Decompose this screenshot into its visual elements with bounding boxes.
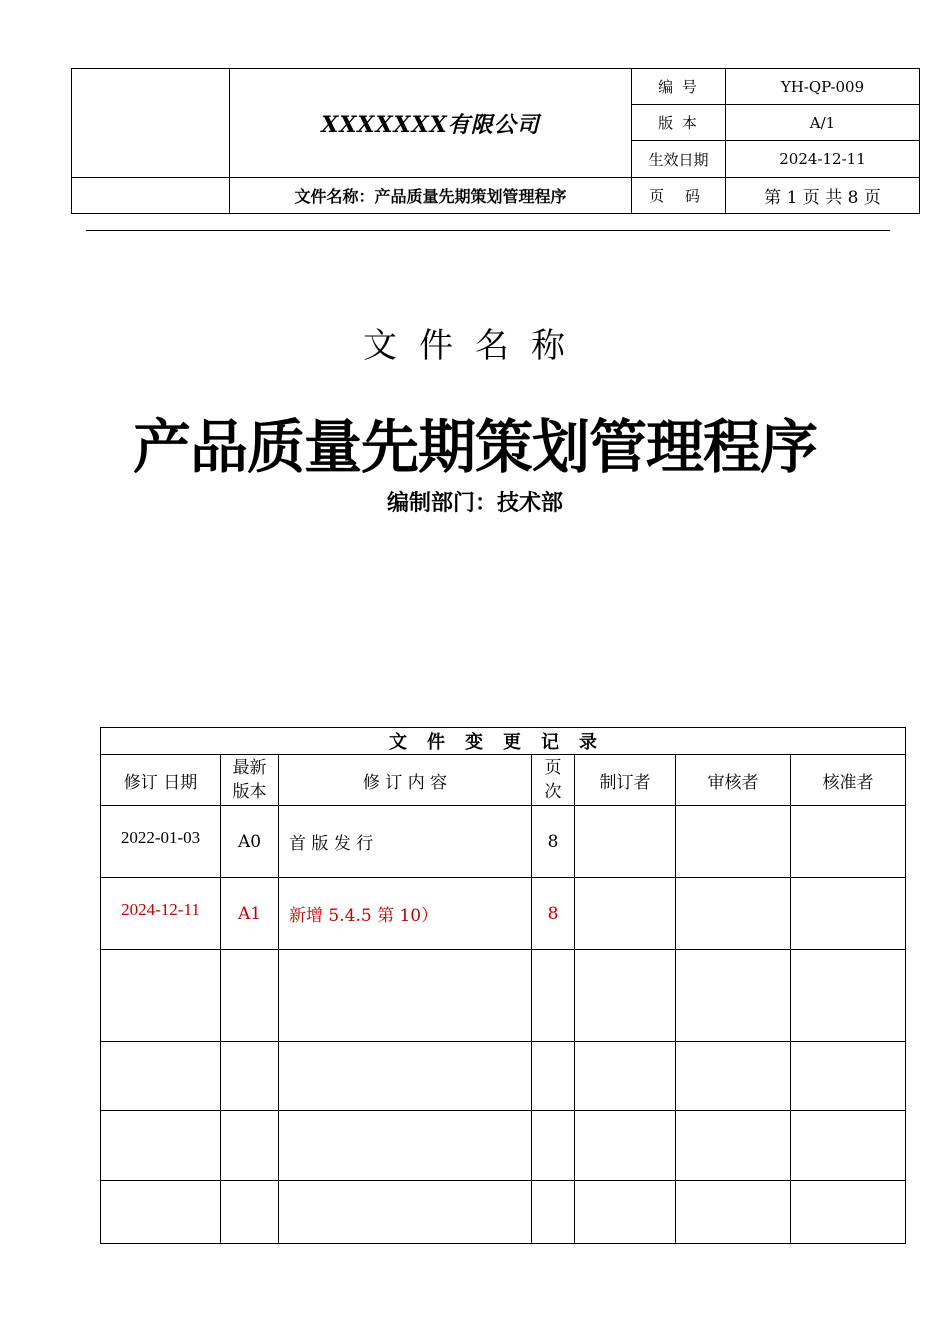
company-name: XXXXXXX有限公司 bbox=[230, 69, 632, 178]
row-date: 2022-01-03 bbox=[101, 806, 221, 878]
document-title: 产品质量先期策划管理程序 bbox=[132, 413, 817, 481]
row-date bbox=[101, 1181, 221, 1244]
row-content bbox=[279, 950, 532, 1042]
col-header-pages: 页 次 bbox=[532, 755, 575, 806]
document-name: 文件名称：产品质量先期策划管理程序 bbox=[230, 178, 632, 214]
row-pages: 8 bbox=[532, 806, 575, 878]
table-row bbox=[101, 1042, 906, 1111]
row-drafter bbox=[575, 878, 676, 950]
row-reviewer bbox=[676, 1181, 791, 1244]
row-pages bbox=[532, 1111, 575, 1181]
row-version: A1 bbox=[221, 878, 279, 950]
field-label-number: 编 号 bbox=[632, 69, 726, 105]
col-header-date: 修订 日期 bbox=[101, 755, 221, 806]
row-approver bbox=[791, 950, 906, 1042]
row-reviewer bbox=[676, 950, 791, 1042]
row-content bbox=[279, 1181, 532, 1244]
row-approver bbox=[791, 878, 906, 950]
row-version bbox=[221, 950, 279, 1042]
logo-cell bbox=[72, 69, 230, 178]
field-value-version: A/1 bbox=[726, 105, 920, 141]
field-label-effective-date: 生效日期 bbox=[632, 141, 726, 178]
row-drafter bbox=[575, 950, 676, 1042]
field-label-page: 页 码 bbox=[632, 178, 726, 214]
row-version bbox=[221, 1181, 279, 1244]
row-date: 2024-12-11 bbox=[101, 878, 221, 950]
title-kicker: 文件名称 bbox=[363, 326, 587, 366]
row-date bbox=[101, 950, 221, 1042]
field-value-number: YH-QP-009 bbox=[726, 69, 920, 105]
row-content: 首 版 发 行 bbox=[279, 806, 532, 878]
row-version bbox=[221, 1111, 279, 1181]
row-approver bbox=[791, 806, 906, 878]
row-pages: 8 bbox=[532, 878, 575, 950]
table-row bbox=[101, 878, 906, 950]
table-row bbox=[101, 1111, 906, 1181]
row-reviewer bbox=[676, 806, 791, 878]
document-header bbox=[71, 68, 920, 214]
row-date bbox=[101, 1042, 221, 1111]
department-line: 编制部门：技术部 bbox=[386, 491, 563, 516]
table-row bbox=[101, 1181, 906, 1244]
field-value-page: 第 1 页 共 8 页 bbox=[726, 178, 920, 214]
row-pages bbox=[532, 1042, 575, 1111]
header-divider bbox=[86, 230, 890, 231]
field-value-effective-date: 2024-12-11 bbox=[726, 141, 920, 178]
change-record-table bbox=[100, 727, 906, 1244]
col-header-drafter: 制订者 bbox=[575, 755, 676, 806]
row-reviewer bbox=[676, 878, 791, 950]
row-pages bbox=[532, 950, 575, 1042]
row-drafter bbox=[575, 1111, 676, 1181]
row-version bbox=[221, 1042, 279, 1111]
row-drafter bbox=[575, 806, 676, 878]
row-drafter bbox=[575, 1042, 676, 1111]
logo-cell-bottom bbox=[72, 178, 230, 214]
row-date bbox=[101, 1111, 221, 1181]
col-header-reviewer: 审核者 bbox=[676, 755, 791, 806]
row-content: 新增 5.4.5 第 10） bbox=[279, 878, 532, 950]
row-reviewer bbox=[676, 1042, 791, 1111]
row-pages bbox=[532, 1181, 575, 1244]
field-label-version: 版 本 bbox=[632, 105, 726, 141]
row-content bbox=[279, 1111, 532, 1181]
row-drafter bbox=[575, 1181, 676, 1244]
table-row bbox=[101, 950, 906, 1042]
row-version: A0 bbox=[221, 806, 279, 878]
table-row bbox=[101, 806, 906, 878]
col-header-content: 修 订 内 容 bbox=[279, 755, 532, 806]
row-approver bbox=[791, 1181, 906, 1244]
col-header-version: 最新 版本 bbox=[221, 755, 279, 806]
row-content bbox=[279, 1042, 532, 1111]
row-approver bbox=[791, 1111, 906, 1181]
row-approver bbox=[791, 1042, 906, 1111]
row-reviewer bbox=[676, 1111, 791, 1181]
change-record-caption: 文件变更记录 bbox=[101, 728, 906, 755]
col-header-approver: 核准者 bbox=[791, 755, 906, 806]
